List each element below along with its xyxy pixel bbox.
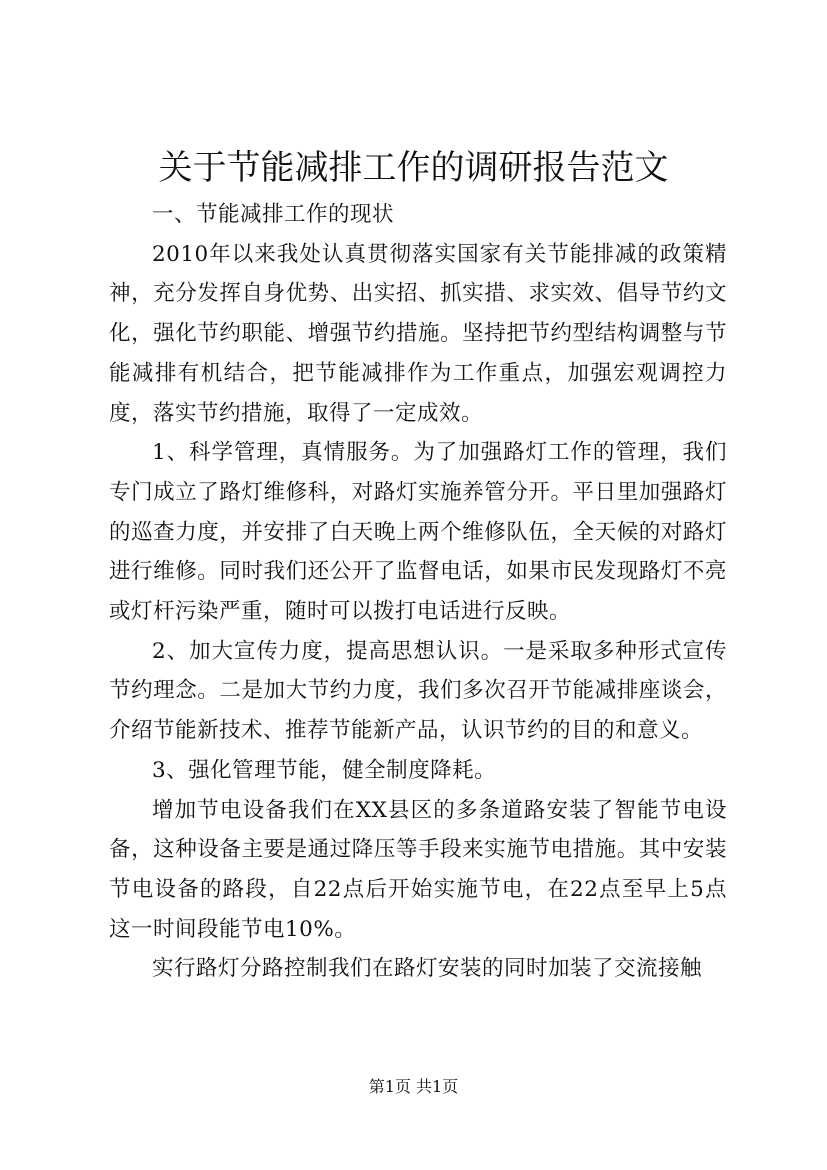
paragraph-item-2: 2、加大宣传力度，提高思想认识。一是采取多种形式宣传节约理念。二是加大节约力度，我们多次召开节能减排座谈会，介绍节能新技术、推荐节能新产品，认识节约的目的和意义。 — [109, 638, 727, 744]
paragraph-status-intro: 2010年以来我处认真贯彻落实国家有关节能排减的政策精神，充分发挥自身优势、出实招、抓实措、求实效、倡导节约文化，强化节约职能、增强节约措施。坚持把节约型结构调整与节能减排有机结合，把节能减排作为工作重点，加强宏观调控力度，落实节约措施，取得了一定成效。 — [109, 241, 727, 426]
document-body — [109, 195, 727, 989]
paragraph-circuit-control: 实行路灯分路控制我们在路灯安装的同时加装了交流接触 — [152, 956, 703, 982]
paragraph-section-heading: 一、节能减排工作的现状 — [152, 202, 395, 227]
document-title: 关于节能减排工作的调研报告范文 — [158, 148, 669, 188]
paragraph-energy-devices: 增加节电设备我们在XX县区的多条道路安装了智能节电设备，这种设备主要是通过降压等手段来实施节电措施。其中安装节电设备的路段，自22点后开始实施节电，在22点至早上5点这一时间段能节电10%。 — [109, 797, 727, 942]
paragraph-item-3: 3、强化管理节能，健全制度降耗。 — [152, 757, 497, 783]
page-footer: 第1页 共1页 — [368, 1077, 459, 1096]
paragraph-item-1: 1、科学管理，真情服务。为了加强路灯工作的管理，我们专门成立了路灯维修科，对路灯实施养管分开。平日里加强路灯的巡查力度，并安排了白天晚上两个维修队伍，全天候的对路灯进行维修。同时我们还公开了监督电话，如果市民发现路灯不亮或灯杆污染严重，随时可以拨打电话进行反映。 — [109, 440, 727, 625]
